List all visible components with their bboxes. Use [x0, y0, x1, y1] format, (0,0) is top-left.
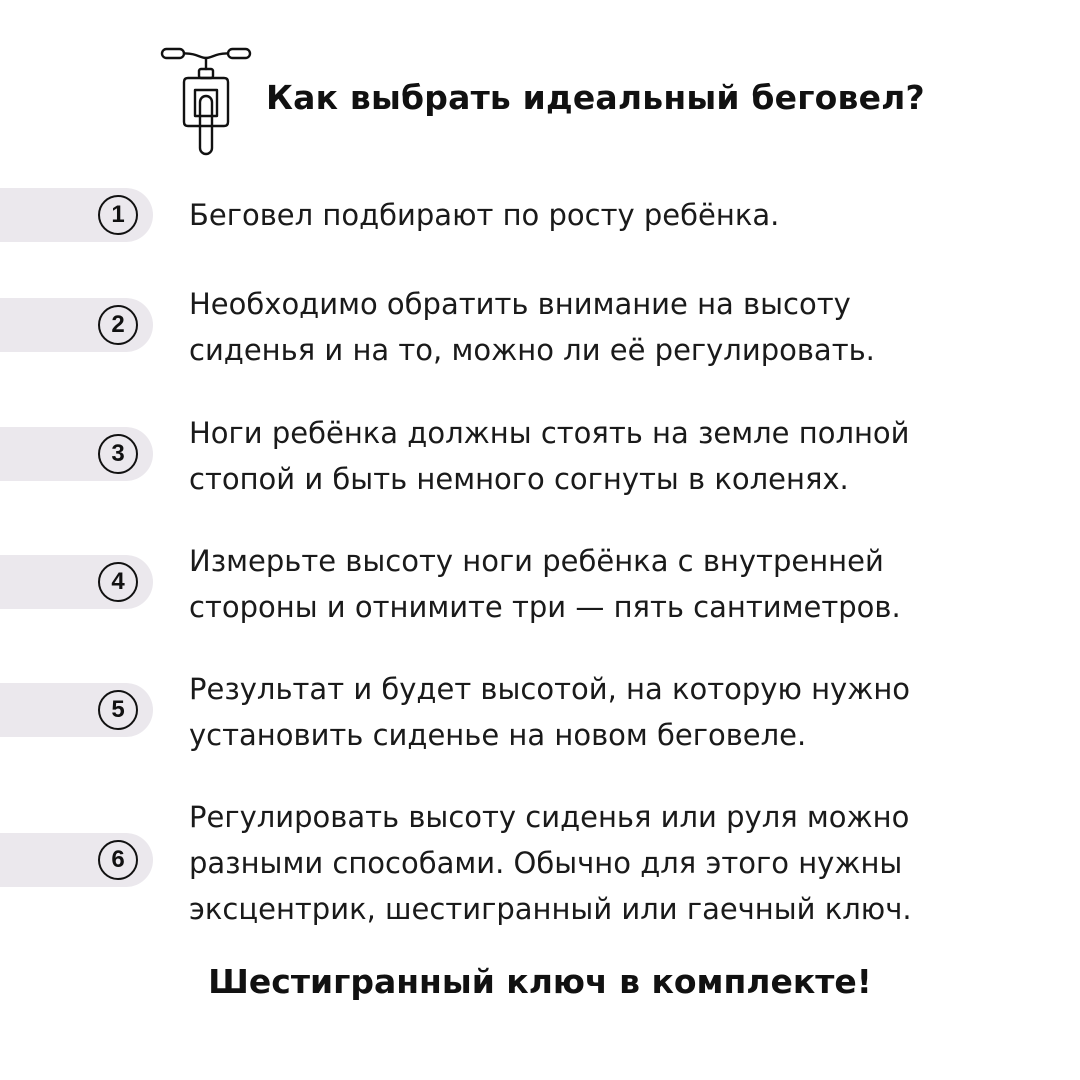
step-text-line: Беговел подбирают по росту ребёнка. [189, 198, 780, 232]
step-text-line: Измерьте высоту ноги ребёнка с внутренней [189, 544, 884, 578]
step-text-line: установить сиденье на новом беговеле. [189, 718, 807, 752]
step-text [189, 794, 1049, 932]
step-text [189, 666, 1049, 758]
step-number-badge: 1 [98, 195, 138, 235]
step-text-line: сиденья и на то, можно ли её регулировать. [189, 333, 875, 367]
footer-note: Шестигранный ключ в комплекте! [208, 962, 872, 1001]
step-text-line: стопой и быть немного согнуты в коленях. [189, 462, 849, 496]
step-text-line: стороны и отнимите три — пять сантиметров. [189, 590, 901, 624]
step-number-badge: 6 [98, 840, 138, 880]
step-text [189, 281, 1049, 373]
step-text-line: Необходимо обратить внимание на высоту [189, 287, 851, 321]
step-text-line: эксцентрик, шестигранный или гаечный ключ. [189, 892, 912, 926]
step-number-badge: 3 [98, 434, 138, 474]
step-text-line: Регулировать высоту сиденья или руля можно [189, 800, 910, 834]
step-text [189, 410, 1049, 502]
step-text [189, 538, 1049, 630]
step-number-badge: 2 [98, 305, 138, 345]
step-text-line: Ноги ребёнка должны стоять на земле полной [189, 416, 910, 450]
step-number-badge: 4 [98, 562, 138, 602]
step-text [189, 192, 1049, 238]
step-text-line: Результат и будет высотой, на которую нужно [189, 672, 911, 706]
step-number-badge: 5 [98, 690, 138, 730]
page-title: Как выбрать идеальный беговел? [266, 78, 925, 117]
step-text-line: разными способами. Обычно для этого нужны [189, 846, 903, 880]
